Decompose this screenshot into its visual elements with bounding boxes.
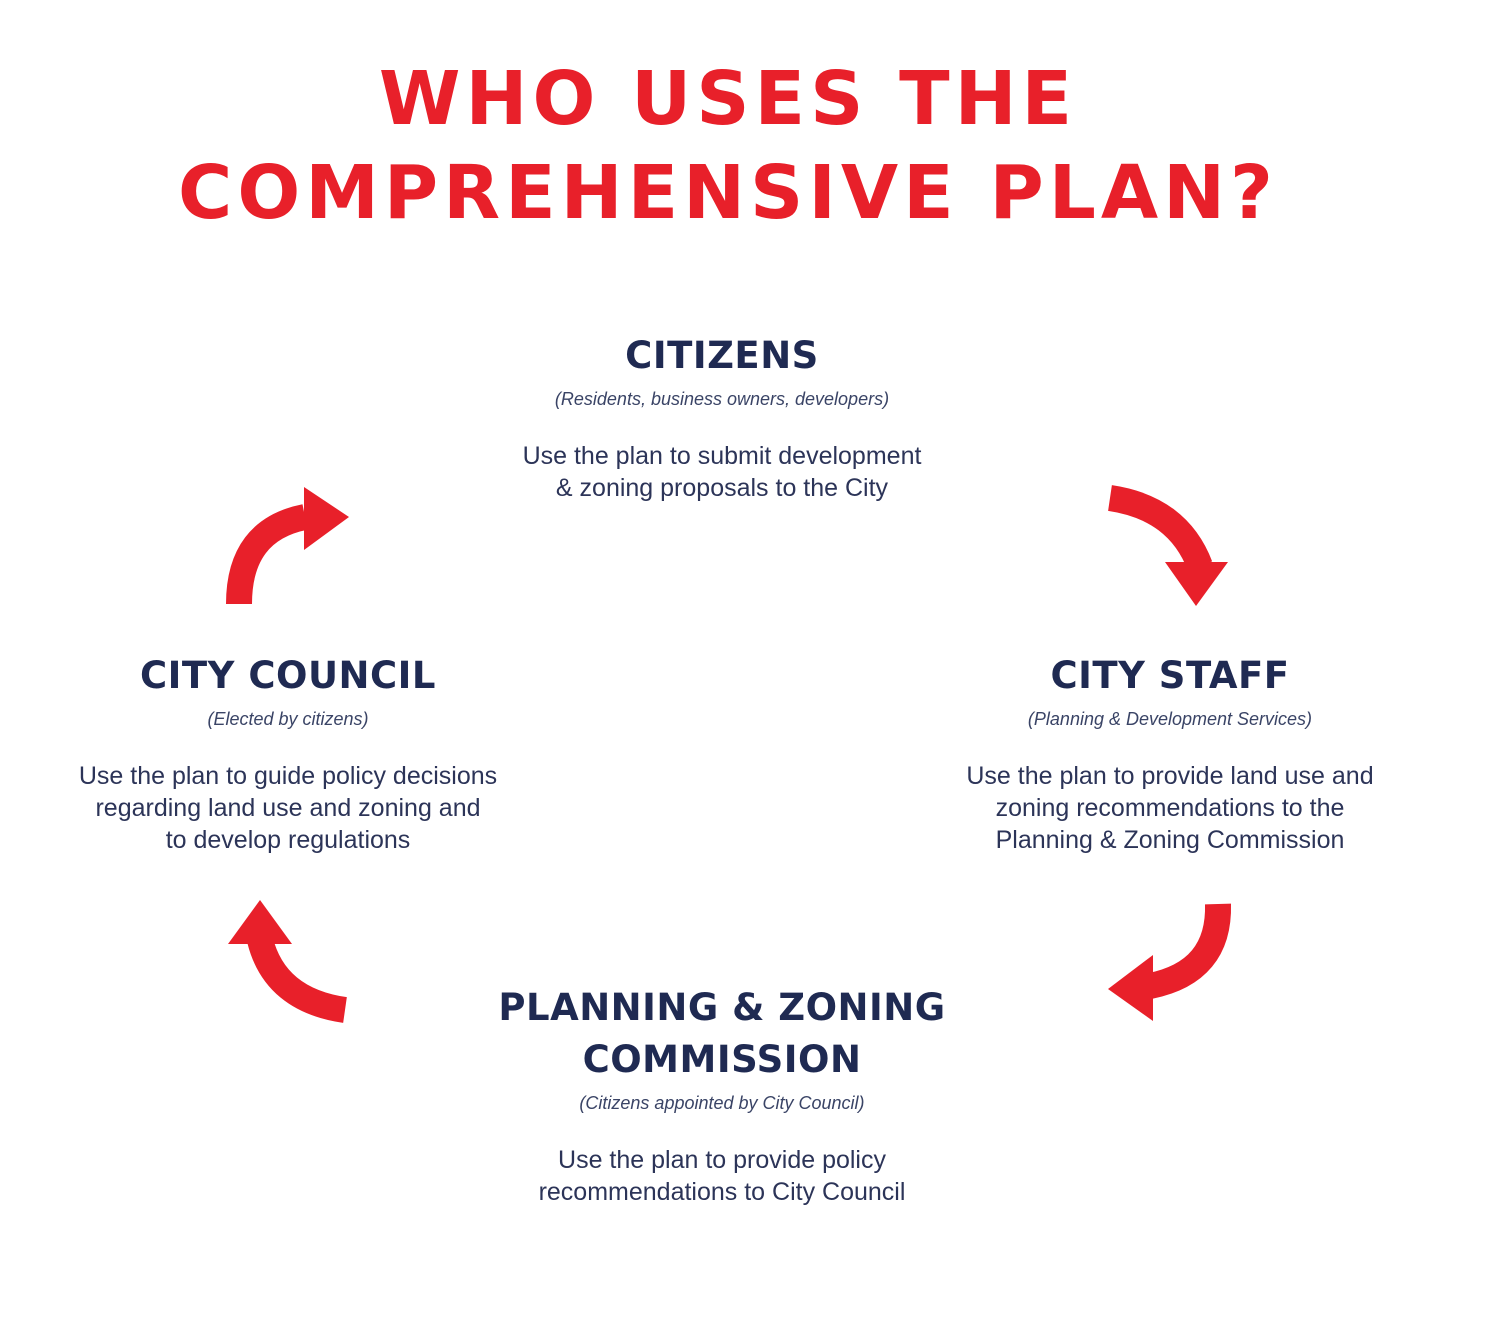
node-citizens-heading-line: CITIZENS (625, 334, 819, 377)
node-planning-zoning-heading-line: COMMISSION (582, 1038, 862, 1081)
node-citizens-desc-line: Use the plan to submit development (522, 442, 922, 470)
arrow-pz-to-council-icon (228, 900, 345, 1010)
node-city-council-heading (38, 650, 538, 702)
node-citizens-subtitle: (Residents, business owners, developers) (554, 389, 890, 409)
node-planning-zoning-desc-line: Use the plan to provide policy (558, 1146, 886, 1174)
arrow-council-to-citizens-icon (239, 487, 349, 604)
node-citizens-heading (472, 330, 972, 382)
node-planning-zoning-subtitle: (Citizens appointed by City Council) (579, 1093, 865, 1113)
node-citizens-desc-line: & zoning proposals to the City (555, 474, 889, 502)
node-city-council (38, 650, 538, 856)
node-city-staff-description (920, 760, 1420, 856)
node-planning-zoning-heading (472, 982, 972, 1086)
node-city-staff (920, 650, 1420, 856)
arrow-citizens-to-staff-icon (1110, 498, 1228, 606)
node-citizens (472, 330, 972, 504)
node-city-council-desc-line: Use the plan to guide policy decisions (78, 762, 498, 790)
page-title-line-2: COMPREHENSIVE PLAN? (178, 150, 1278, 236)
node-city-staff-subtitle: (Planning & Development Services) (1027, 709, 1313, 729)
node-planning-zoning-desc-line: recommendations to City Council (538, 1178, 906, 1206)
node-city-council-description (38, 760, 538, 856)
node-city-staff-heading-line: CITY STAFF (1050, 654, 1290, 697)
node-planning-zoning-description (472, 1144, 972, 1208)
arrow-staff-to-pz-icon (1108, 904, 1218, 1021)
node-city-staff-desc-line: zoning recommendations to the (995, 794, 1345, 822)
node-city-council-subtitle: (Elected by citizens) (207, 709, 369, 729)
node-city-staff-heading (920, 650, 1420, 702)
node-city-staff-desc-line: Planning & Zoning Commission (995, 826, 1345, 854)
node-planning-zoning (472, 982, 972, 1208)
node-city-council-desc-line: regarding land use and zoning and (95, 794, 481, 822)
node-planning-zoning-heading-line: PLANNING & ZONING (498, 986, 946, 1029)
node-city-council-heading-line: CITY COUNCIL (140, 654, 436, 697)
page-title-line-1: WHO USES THE (378, 56, 1078, 142)
node-city-staff-desc-line: Use the plan to provide land use and (966, 762, 1374, 790)
node-city-council-desc-line: to develop regulations (165, 826, 411, 854)
node-citizens-description (472, 440, 972, 504)
